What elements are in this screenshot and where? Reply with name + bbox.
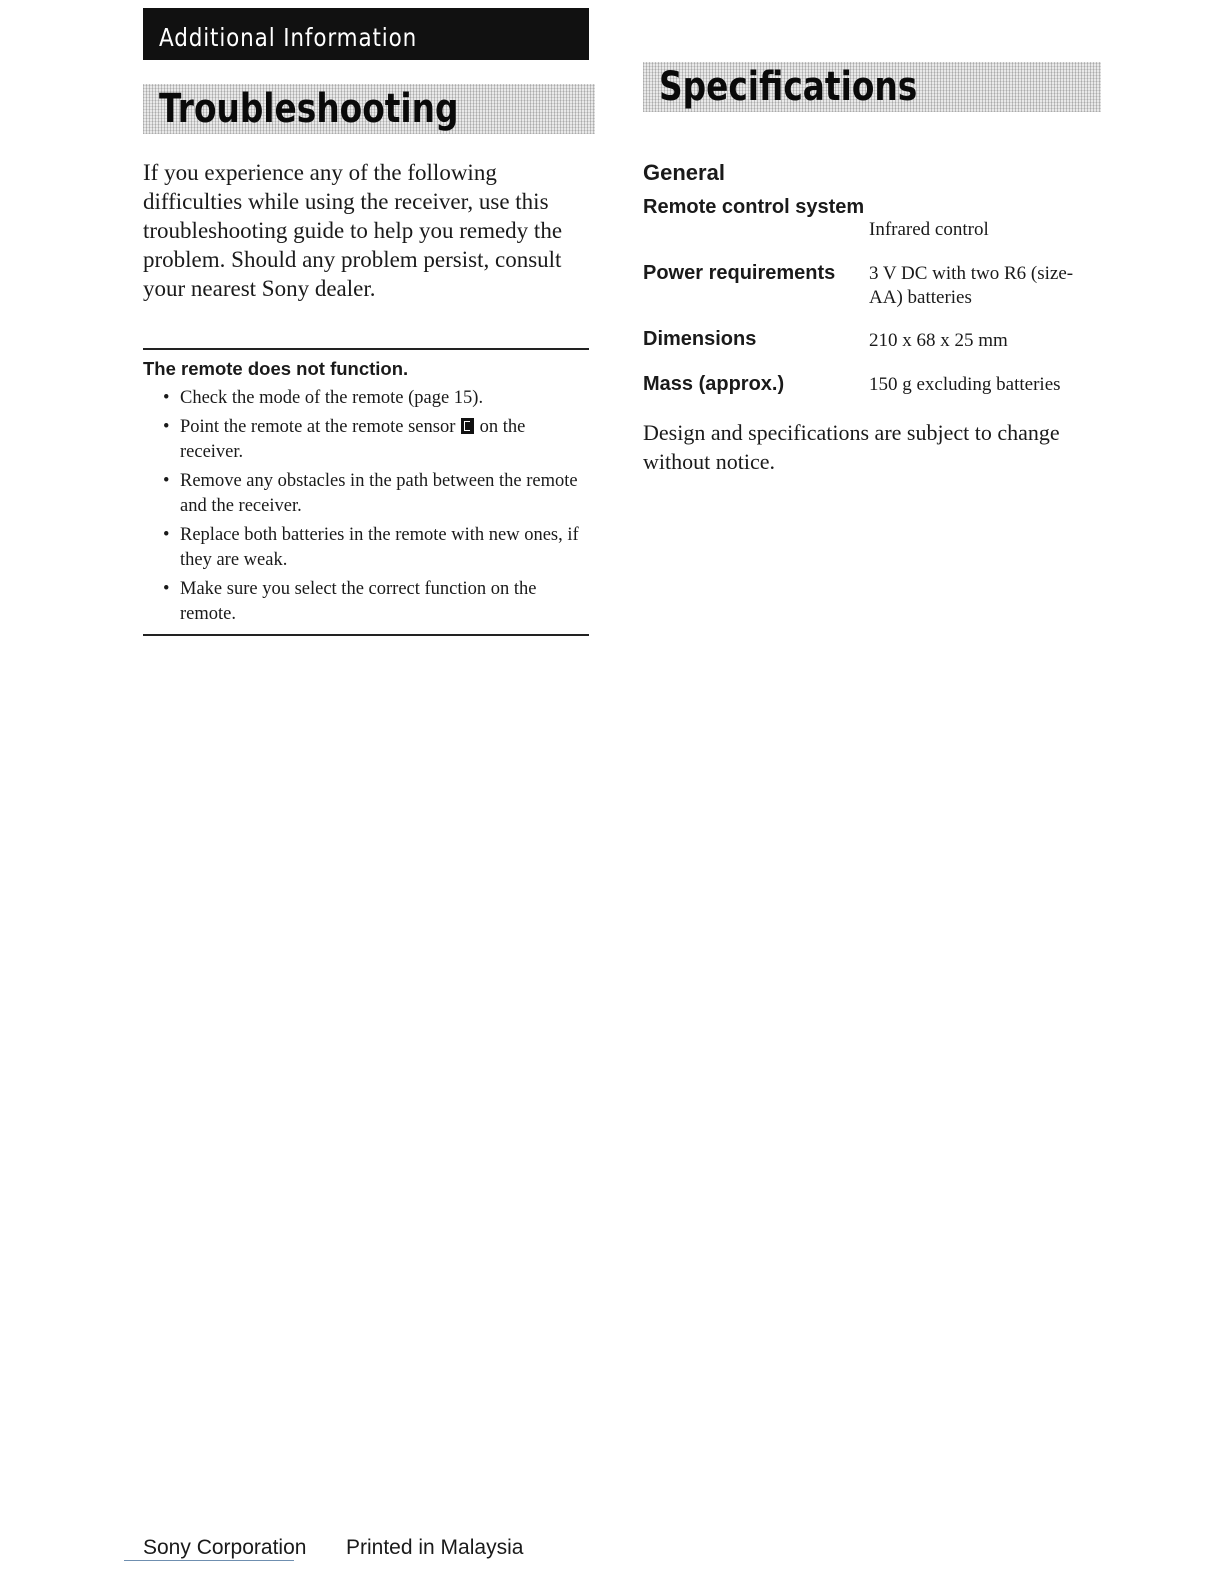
footer-printed: Printed in Malaysia <box>346 1536 524 1559</box>
specifications-title-band <box>643 62 1101 112</box>
divider-bottom <box>143 634 589 636</box>
solution-list <box>163 386 583 631</box>
problem-heading: The remote does not function. <box>143 358 409 379</box>
spec-label-dimensions: Dimensions <box>643 328 757 350</box>
spec-value-power: 3 V DC with two R6 (size-AA) batteries <box>869 263 1074 308</box>
divider-top <box>143 348 589 350</box>
remote-sensor-icon <box>461 418 474 434</box>
troubleshooting-intro: If you experience any of the following difficulties while using the receiver, use this troubleshooting guide to help you remedy the problem. Should any problem persist, consult your nearest Sony dealer. <box>143 160 563 301</box>
specifications-title: Specifications <box>659 64 918 110</box>
footer-company: Sony Corporation <box>143 1536 307 1559</box>
spec-label-power: Power requirements <box>643 262 836 284</box>
list-item: • Replace both batteries in the remote with new ones, if they are weak. <box>163 523 583 573</box>
spec-label-mass: Mass (approx.) <box>643 373 785 395</box>
section-header-label: Additional Information <box>159 23 418 52</box>
design-note: Design and specifications are subject to change without notice. <box>643 420 1060 474</box>
footer-underline <box>124 1560 294 1561</box>
troubleshooting-title-band <box>143 84 595 134</box>
section-header <box>143 8 589 60</box>
list-item: • Make sure you select the correct function on the remote. <box>163 577 583 627</box>
spec-label-remote-control: Remote control system <box>643 196 865 218</box>
spec-value-dimensions: 210 x 68 x 25 mm <box>869 330 1008 351</box>
list-item: • Check the mode of the remote (page 15). <box>163 386 583 411</box>
list-item: • Point the remote at the remote sensor on the receiver. <box>163 415 583 465</box>
spec-value-remote-control: Infrared control <box>869 219 989 240</box>
troubleshooting-title: Troubleshooting <box>159 86 459 132</box>
general-heading: General <box>643 160 725 185</box>
spec-value-mass: 150 g excluding batteries <box>869 374 1061 395</box>
list-item: • Remove any obstacles in the path between the remote and the receiver. <box>163 469 583 519</box>
